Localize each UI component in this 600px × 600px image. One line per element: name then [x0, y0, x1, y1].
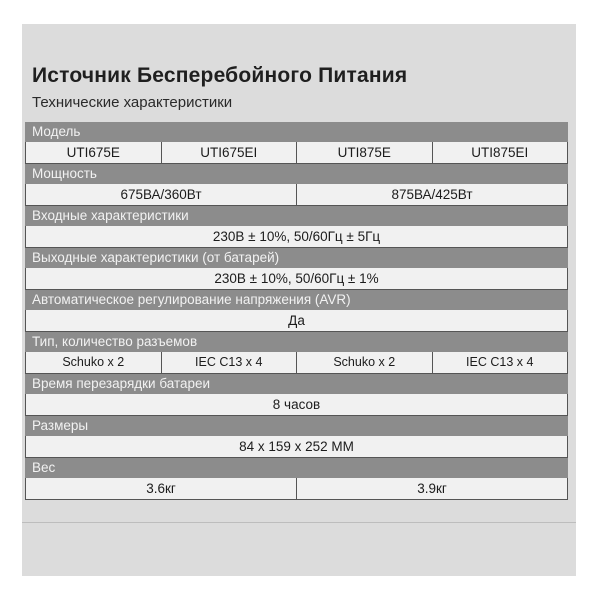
spec-cell: 84 x 159 x 252 ММ: [26, 436, 567, 457]
spec-row-input: [25, 226, 568, 248]
spec-row-weight: [25, 478, 568, 500]
spec-cell: UTI875E: [297, 142, 433, 163]
spec-header-input: Входные характеристики: [25, 206, 568, 226]
spec-cell: 8 часов: [26, 394, 567, 415]
spec-cell: UTI675EI: [162, 142, 298, 163]
spec-header-output: Выходные характеристики (от батарей): [25, 248, 568, 268]
spec-cell: 675ВА/360Вт: [26, 184, 297, 205]
spec-cell: 3.9кг: [297, 478, 567, 499]
page-title: Источник Бесперебойного Питания: [32, 64, 408, 87]
spec-cell: 230В ± 10%, 50/60Гц ± 1%: [26, 268, 567, 289]
spec-cell: UTI875EI: [433, 142, 568, 163]
spec-row-power: [25, 184, 568, 206]
spec-header-recharge: Время перезарядки батареи: [25, 374, 568, 394]
spec-header-dimensions: Размеры: [25, 416, 568, 436]
spec-row-model: [25, 142, 568, 164]
spec-cell: 230В ± 10%, 50/60Гц ± 5Гц: [26, 226, 567, 247]
spec-header-power: Мощность: [25, 164, 568, 184]
spec-cell: 875ВА/425Вт: [297, 184, 567, 205]
spec-cell: IEC C13 x 4: [162, 352, 298, 373]
spec-cell: Schuko x 2: [297, 352, 433, 373]
spec-cell: Да: [26, 310, 567, 331]
spec-cell: UTI675E: [26, 142, 162, 163]
spec-cell: Schuko x 2: [26, 352, 162, 373]
spec-row-avr: [25, 310, 568, 332]
spec-header-model: Модель: [25, 122, 568, 142]
spec-table: [25, 122, 568, 500]
page-divider: [22, 522, 576, 523]
spec-header-outlets: Тип, количество разъемов: [25, 332, 568, 352]
spec-row-dimensions: [25, 436, 568, 458]
spec-row-recharge: [25, 394, 568, 416]
spec-header-avr: Автоматическое регулирование напряжения (AVR): [25, 290, 568, 310]
spec-cell: IEC C13 x 4: [433, 352, 568, 373]
spec-cell: 3.6кг: [26, 478, 297, 499]
page-subtitle: Технические характеристики: [32, 94, 233, 111]
spec-sheet: [22, 24, 576, 576]
spec-row-outlets: [25, 352, 568, 374]
spec-row-output: [25, 268, 568, 290]
spec-header-weight: Вес: [25, 458, 568, 478]
